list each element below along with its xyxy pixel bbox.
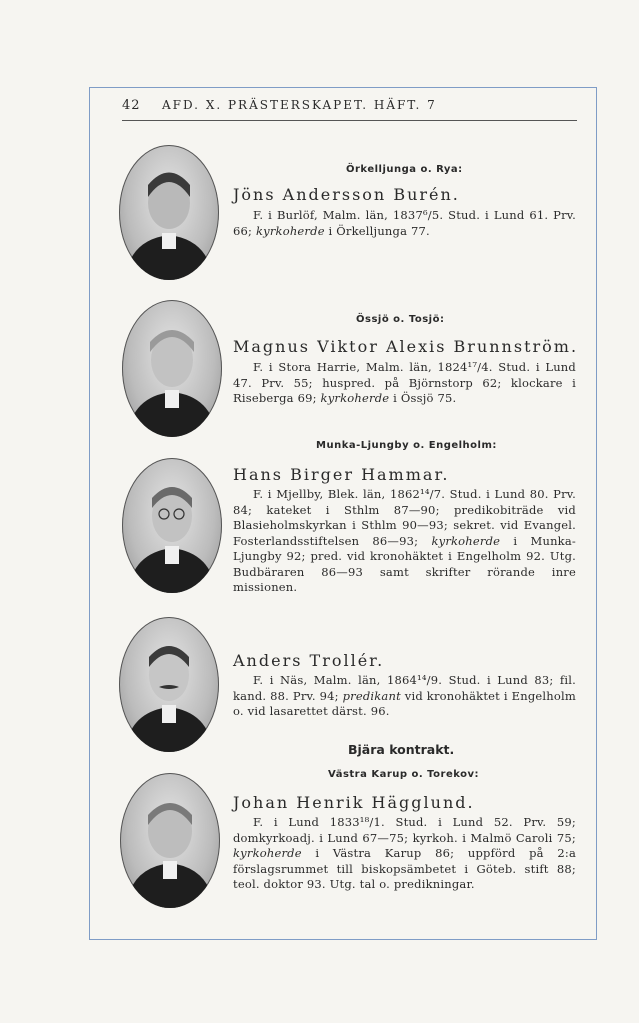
biography: F. i Näs, Malm. län, 1864¹⁴/9. Stud. i Lund 83; fil. kand. 88. Prv. 94; predikant vid kronohäktet i Engelholm o. vid lasarettet därst. 96. (233, 673, 576, 718)
person-name: Anders Trollér. (233, 651, 385, 670)
portrait-brunnstrom (122, 300, 222, 437)
parish-heading: Örkelljunga o. Rya: (346, 164, 463, 175)
biography: F. i Mjellby, Blek. län, 1862¹⁴/7. Stud. i Lund 80. Prv. 84; kateket i Sthlm 87—90; predikobiträde vid Blasieholmskyrkan i Sthlm 90—93; sekret. vid Evangel. Fosterlandsstiftelsen 86—93; kyrkoherde i Munka-Ljungby 92; pred. vid kronohäktet i Engelholm 92. Utg. Budbäraren 86—93 samt skrifter rörande inre missionen. (233, 487, 576, 594)
parish-heading: Munka-Ljungby o. Engelholm: (316, 440, 497, 451)
parish-heading: Västra Karup o. Torekov: (328, 769, 480, 780)
person-name: Jöns Andersson Burén. (233, 185, 460, 204)
section-title: Bjära kontrakt. (348, 742, 455, 757)
biography: F. i Burlöf, Malm. län, 1837⁶/5. Stud. i Lund 61. Prv. 66; kyrkoherde i Örkelljunga 77. (233, 208, 576, 238)
portrait-hammar (122, 458, 222, 593)
person-name: Hans Birger Hammar. (233, 465, 450, 484)
running-title: AFD. X. PRÄSTERSKAPET. HÄFT. 7 (162, 98, 437, 112)
portrait-hagglund (120, 773, 220, 908)
running-header (122, 98, 577, 121)
page-number: 42 (122, 98, 141, 113)
person-name: Magnus Viktor Alexis Brunnström. (233, 337, 579, 356)
portrait-buren (119, 145, 219, 280)
person-name: Johan Henrik Hägglund. (233, 793, 475, 812)
biography: F. i Lund 1833¹⁸/1. Stud. i Lund 52. Prv. 59; domkyrkoadj. i Lund 67—75; kyrkoh. i Malmö Caroli 75; kyrkoherde i Västra Karup 86; uppförd på 2:a förslagsrummet till biskopsämbetet i Göteb. stift 88; teol. doktor 93. Utg. tal o. predikningar. (233, 815, 576, 891)
portrait-troller (119, 617, 219, 752)
biography: F. i Stora Harrie, Malm. län, 1824¹⁷/4. Stud. i Lund 47. Prv. 55; huspred. på Björnstorp 62; klockare i Riseberga 69; kyrkoherde i Össjö 75. (233, 360, 576, 405)
parish-heading: Össjö o. Tosjö: (356, 314, 445, 325)
